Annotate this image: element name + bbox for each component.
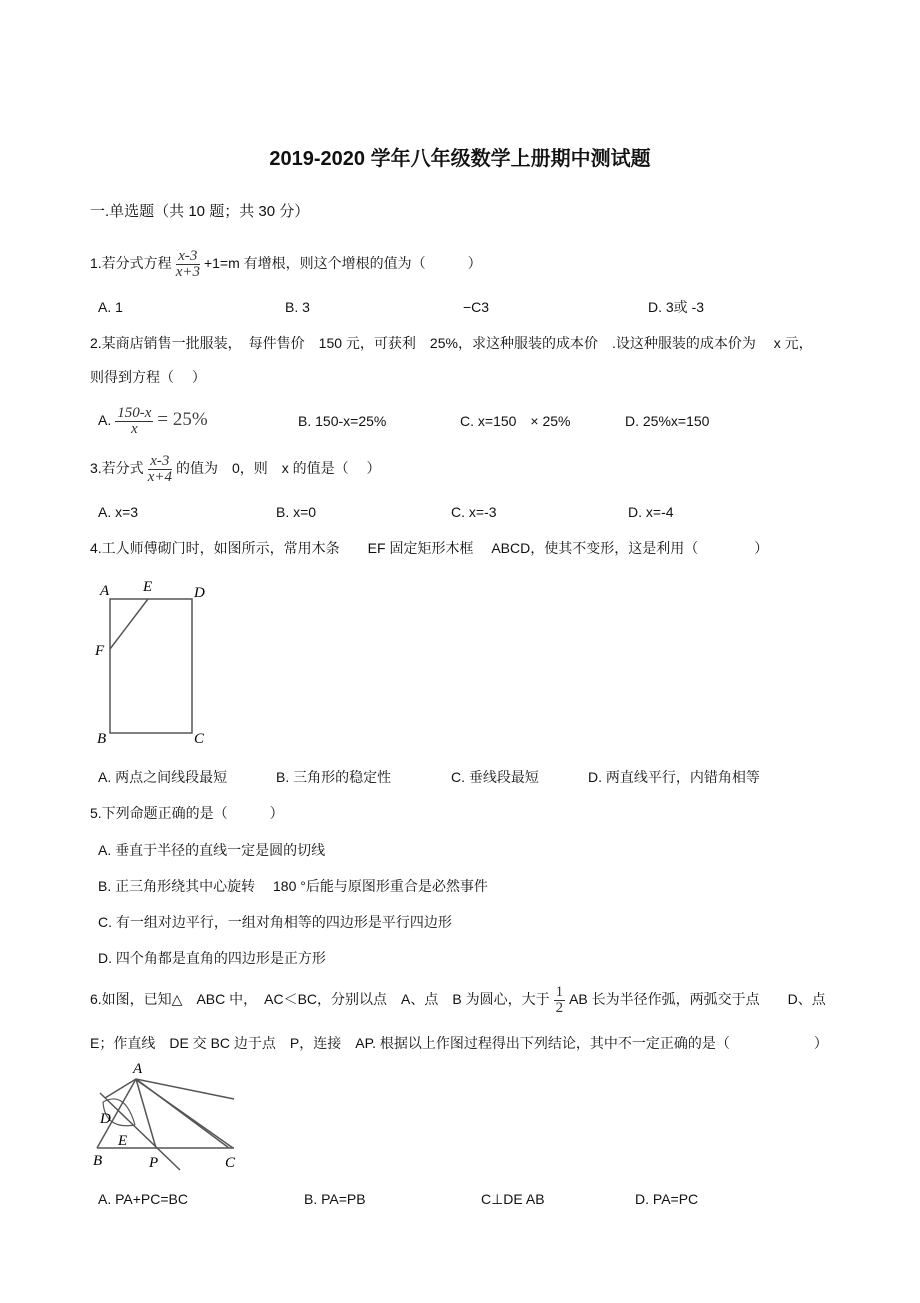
q1-option-b: B. 3 xyxy=(285,299,310,315)
question-6-line-2: E；作直线 DE 交 BC 边于点 P，连接 AP. 根据以上作图过程得出下列结论，其中不一定正确的是（ ） xyxy=(90,1035,828,1051)
label-e: E xyxy=(118,1133,128,1149)
q5-option-d: D. 四个角都是直角的四边形是正方形 xyxy=(98,950,326,966)
label-d: D xyxy=(100,1111,111,1127)
q2-option-b: B. 150-x=25% xyxy=(298,413,387,429)
q1-option-c: −C3 xyxy=(463,299,490,315)
q6-option-a: A. PA+PC=BC xyxy=(98,1191,189,1207)
label-b: B xyxy=(97,731,107,747)
q2-option-a: A. $\frac{150-x}{x}$ = 25% xyxy=(98,404,208,437)
q4-option-b: B. 三角形的稳定性 xyxy=(276,769,392,785)
label-f: F xyxy=(95,643,105,659)
q5-option-a: A. 垂直于半径的直线一定是圆的切线 xyxy=(98,842,326,858)
q6-option-c: C⊥DE AB xyxy=(481,1191,545,1207)
q3-option-b: B. x=0 xyxy=(276,504,317,520)
label-c: C xyxy=(225,1155,236,1171)
rectangle-figure xyxy=(90,575,220,750)
label-a: A xyxy=(133,1061,143,1077)
question-1: 1.若分式方程 $\frac{x-3}{x+3}$ +1=m 有增根，则这个增根的值为（ ） xyxy=(90,247,482,280)
label-b: B xyxy=(93,1153,103,1169)
question-4: 4.工人师傅砌门时，如图所示，常用木条 EF 固定矩形木框 ABCD，使其不变形，这是利用（ ） xyxy=(90,540,769,556)
q5-option-b: B. 正三角形绕其中心旋转 180 °后能与原图形重合是必然事件 xyxy=(98,878,488,894)
q3-option-d: D. x=-4 xyxy=(628,504,674,520)
fraction: $\frac{x-3}{x+3}$ xyxy=(175,247,200,280)
page-title: 2019-2020 学年八年级数学上册期中测试题 xyxy=(269,148,651,170)
label-p: P xyxy=(149,1155,159,1171)
q5-option-c: C. 有一组对边平行，一组对角相等的四边形是平行四边形 xyxy=(98,914,452,930)
label-d: D xyxy=(194,585,205,601)
question-5: 5.下列命题正确的是（ ） xyxy=(90,805,284,821)
q1-option-a: A. 1 xyxy=(98,299,123,315)
q1-option-d: D. 3或 -3 xyxy=(648,299,705,315)
label-a: A xyxy=(100,583,110,599)
question-2-line-1: 2.某商店销售一批服装， 每件售价 150 元，可获利 25%，求这种服装的成本价 .设这种服装的成本价为 x 元， xyxy=(90,335,813,351)
q4-option-c: C. 垂线段最短 xyxy=(451,769,539,785)
q4-option-a: A. 两点之间线段最短 xyxy=(98,769,228,785)
q3-option-c: C. x=-3 xyxy=(451,504,497,520)
question-6-line-1: 6.如图，已知△ ABC 中， AC＜BC，分别以点 A、点 B 为圆心，大于 $\frac{1}{2}$ AB 长为半径作弧，两弧交于点 D、点 xyxy=(90,983,826,1016)
question-2-line-2: 则得到方程（ ） xyxy=(90,369,206,385)
label-c: C xyxy=(194,731,205,747)
triangle-construction-figure xyxy=(85,1055,315,1175)
q4-option-d: D. 两直线平行，内错角相等 xyxy=(588,769,760,785)
q2-option-c: C. x=150 × 25% xyxy=(460,413,571,429)
label-e: E xyxy=(143,579,153,595)
question-3: 3.若分式 $\frac{x-3}{x+4}$ 的值为 0，则 x 的值是（ ） xyxy=(90,452,381,485)
q3-option-a: A. x=3 xyxy=(98,504,139,520)
q6-option-d: D. PA=PC xyxy=(635,1191,699,1207)
q2-option-d: D. 25%x=150 xyxy=(625,413,710,429)
q6-option-b: B. PA=PB xyxy=(304,1191,366,1207)
section-heading: 一.单选题（共 10 题；共 30 分） xyxy=(90,203,310,220)
